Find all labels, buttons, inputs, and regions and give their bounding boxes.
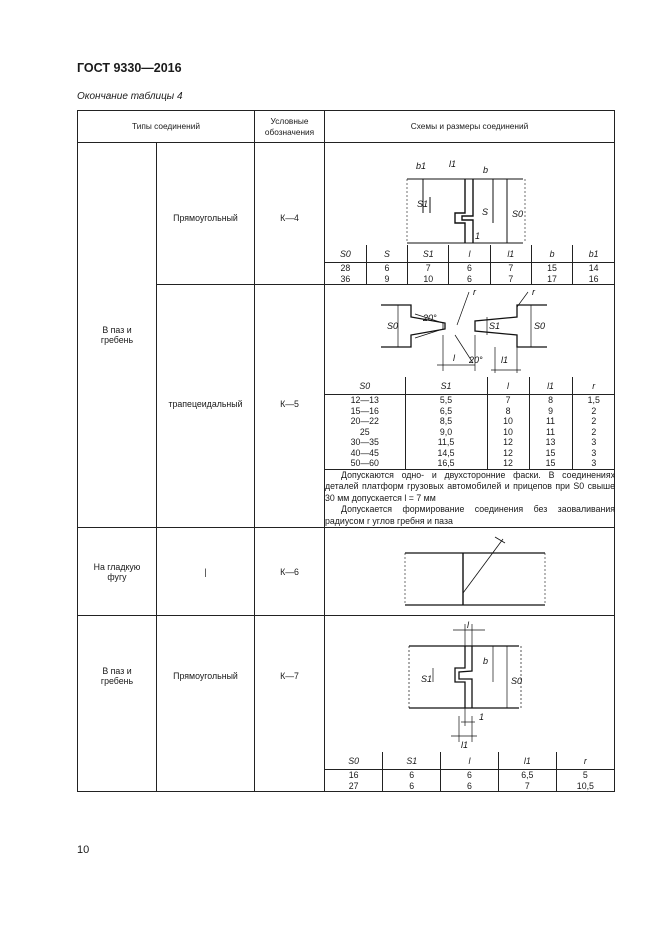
symbol-k6: | [157,528,255,616]
subtype-rectangular-2: Прямоугольный [157,616,255,792]
page-number: 10 [77,844,90,856]
code-k5: К—5 [255,285,325,528]
k7-label-l1: l1 [461,740,469,750]
k4-label-l1: l1 [449,159,457,169]
k4-vals-s0: 28 36 [325,263,366,285]
k6-drawing [325,529,615,615]
k5-note-1: Допускаются одно- и двухсторонние фаски. В соединениях деталей платформ грузовых автомобилей и прицепов при S0 свыше 30 мм допускается l = 7 мм [325,469,616,503]
k4-vals-l: 6 6 [449,263,490,285]
k4-vals-b: 15 17 [531,263,572,285]
col-header-types: Типы соединений [78,111,255,143]
k4-label-s: S [482,207,489,217]
k4-label-s0: S0 [512,209,524,219]
k7-cell [325,616,615,792]
joint-type-tongue-groove-2: В паз и гребень [78,616,157,792]
k7-head-s0: S0 [325,752,383,770]
table-caption: Окончание таблицы 4 [77,91,183,102]
k7-dims-table [325,752,614,791]
k4-vals-s1: 7 10 [408,263,449,285]
k7-head-s1: S1 [383,752,441,770]
k4-label-b1: b1 [416,161,427,171]
k5-label-s0-right: S0 [534,321,546,331]
k4-label-s1: S1 [417,199,429,209]
k7-head-l: l [441,752,499,770]
subtype-rectangular: Прямоугольный [157,143,255,285]
k4-head-b: b [531,245,572,263]
k7-label-l: l [467,620,470,630]
k5-head-r: r [572,377,615,395]
k5-cell [325,285,615,528]
k5-head-s0: S0 [325,377,405,395]
k7-label-s1: S1 [421,674,433,684]
k5-vals-l1: 8 9 11 11 13 15 15 [529,395,572,470]
document-header: ГОСТ 9330—2016 [77,61,182,75]
k5-head-l: l [487,377,529,395]
col-header-symbols: Условные обозначения [255,111,325,143]
k4-head-l1: l1 [490,245,531,263]
joints-table [77,110,615,792]
k5-label-l: l [453,353,456,363]
k4-label-b: b [483,165,489,175]
code-k4: К—4 [255,143,325,285]
k7-drawing [325,616,615,752]
k4-vals-l1: 7 7 [490,263,531,285]
k5-head-s1: S1 [405,377,487,395]
k4-dims-table [325,245,614,284]
k5-label-s0-left: S0 [387,321,399,331]
k4-drawing [325,143,615,245]
k4-vals-s: 6 9 [366,263,407,285]
k7-vals-r: 5 10,5 [556,770,614,792]
k5-label-20deg-bottom: 20° [469,355,483,365]
k7-head-r: r [556,752,614,770]
k5-vals-l: 7 8 10 10 12 12 12 [487,395,529,470]
k5-notes [325,469,615,527]
k6-cell [325,528,615,616]
k5-vals-s1: 5,5 6,5 8,5 9,0 11,5 14,5 16,5 [405,395,487,470]
k7-label-1: 1 [479,712,485,722]
k7-vals-l: 6 6 [441,770,499,792]
k7-label-b: b [483,656,489,666]
k7-vals-s0: 16 27 [325,770,383,792]
k4-cell [325,143,615,285]
k5-label-r-right: r [532,287,536,297]
k5-vals-s0: 12—13 15—16 20—22 25 30—35 40—45 50—60 [325,395,405,470]
k4-head-s: S [366,245,407,263]
k5-dims-table [325,377,615,527]
code-k6: К—6 [255,528,325,616]
joint-type-smooth: На гладкую фугу [78,528,157,616]
k5-label-20deg-top: 20° [423,313,437,323]
col-header-schemes: Схемы и размеры соединений [325,111,615,143]
k5-vals-r: 1,5 2 2 2 3 3 3 [572,395,615,470]
k7-vals-s1: 6 6 [383,770,441,792]
k4-vals-b1: 14 16 [573,263,614,285]
k7-vals-l1: 6,5 7 [498,770,556,792]
k7-head-l1: l1 [498,752,556,770]
k5-note-2: Допускается формирование соединения без заоваливания радиусом r углов гребня и паза [325,504,616,526]
k4-head-s1: S1 [408,245,449,263]
k5-label-r-left: r [473,287,477,297]
k5-label-s1: S1 [489,321,501,331]
k7-label-s0: S0 [511,676,523,686]
k5-label-l1: l1 [501,355,509,365]
k4-head-b1: b1 [573,245,614,263]
code-k7: К—7 [255,616,325,792]
k5-drawing [325,285,615,377]
k4-label-1: 1 [475,231,481,241]
k4-head-l: l [449,245,490,263]
joint-type-tongue-groove: В паз и гребень [78,143,157,528]
k4-head-s0: S0 [325,245,366,263]
subtype-trapezoidal: трапецеидальный [157,285,255,528]
k5-head-l1: l1 [529,377,572,395]
